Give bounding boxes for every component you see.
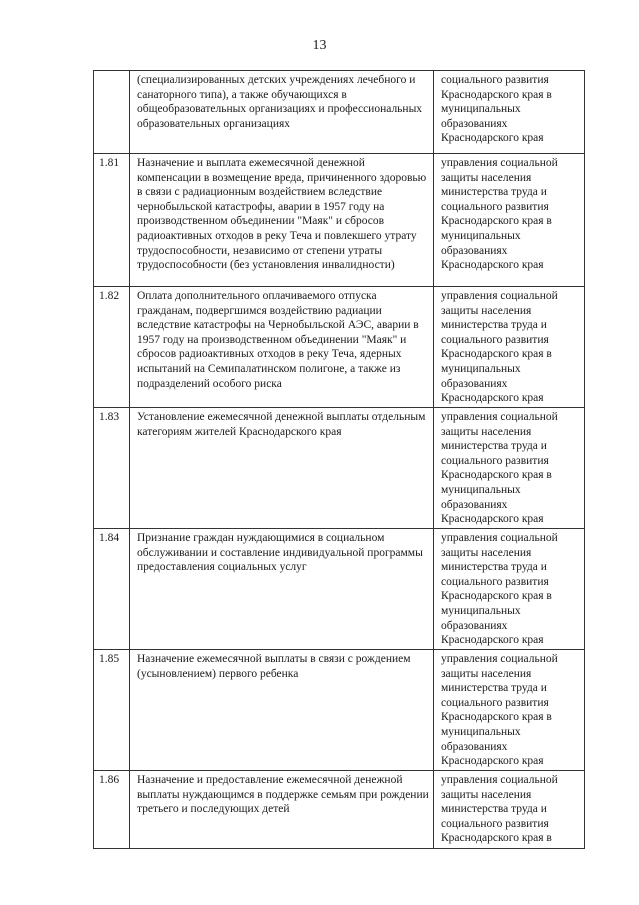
table-row [94, 71, 585, 154]
row-number: 1.85 [94, 650, 130, 771]
responsible-org: управления социальной защиты населения министерства труда и социального развития Краснодарского края в муниципальных образованиях Краснодарского края [434, 408, 585, 529]
responsible-org: управления социальной защиты населения министерства труда и социального развития Краснодарского края в муниципальных образованиях Краснодарского края [434, 154, 585, 287]
row-number: 1.84 [94, 529, 130, 650]
table-row [94, 154, 585, 287]
table-row [94, 408, 585, 529]
row-number [94, 71, 130, 154]
service-name: Оплата дополнительного оплачиваемого отпуска гражданам, подвергшимся воздействию радиации вследствие катастрофы на Чернобыльской АЭС, аварии в 1957 году на производственном объединении "Маяк" и сбросов радиоактивных отходов в реку Теча, ядерных испытаний на Семипалатинском полигоне, а также из подразделений особого риска [130, 287, 434, 408]
service-name: (специализированных детских учреждениях лечебного и санаторного типа), а также обучающихся в общеобразовательных организациях и профессиональных образовательных организациях [130, 71, 434, 154]
row-number: 1.81 [94, 154, 130, 287]
row-number: 1.86 [94, 771, 130, 849]
row-number: 1.83 [94, 408, 130, 529]
row-number: 1.82 [94, 287, 130, 408]
responsible-org: управления социальной защиты населения министерства труда и социального развития Краснодарского края в муниципальных образованиях Краснодарского края [434, 287, 585, 408]
service-name: Назначение и выплата ежемесячной денежной компенсации в возмещение вреда, причиненного здоровью в связи с радиационным воздействием вследствие чернобыльской катастрофы, аварии в 1957 году на производственном объединении "Маяк" и сбросов радиоактивных отходов в реку Теча и повлекшего утрату трудоспособности, независимо от степени утраты трудоспособности (без установления инвалидности) [130, 154, 434, 287]
responsible-org: социального развития Краснодарского края в муниципальных образованиях Краснодарского края [434, 71, 585, 154]
responsible-org: управления социальной защиты населения министерства труда и социального развития Краснодарского края в [434, 771, 585, 849]
table-row [94, 650, 585, 771]
table-row [94, 529, 585, 650]
responsible-org: управления социальной защиты населения министерства труда и социального развития Краснодарского края в муниципальных образованиях Краснодарского края [434, 650, 585, 771]
service-name: Установление ежемесячной денежной выплаты отдельным категориям жителей Краснодарского края [130, 408, 434, 529]
service-name: Признание граждан нуждающимися в социальном обслуживании и составление индивидуальной программы предоставления социальных услуг [130, 529, 434, 650]
table-row [94, 771, 585, 849]
service-name: Назначение ежемесячной выплаты в связи с рождением (усыновлением) первого ребенка [130, 650, 434, 771]
table-row [94, 287, 585, 408]
responsible-org: управления социальной защиты населения министерства труда и социального развития Краснодарского края в муниципальных образованиях Краснодарского края [434, 529, 585, 650]
page-number: 13 [312, 38, 327, 53]
service-name: Назначение и предоставление ежемесячной денежной выплаты нуждающимся в поддержке семьям при рождении третьего и последующих детей [130, 771, 434, 849]
services-table [93, 70, 585, 849]
